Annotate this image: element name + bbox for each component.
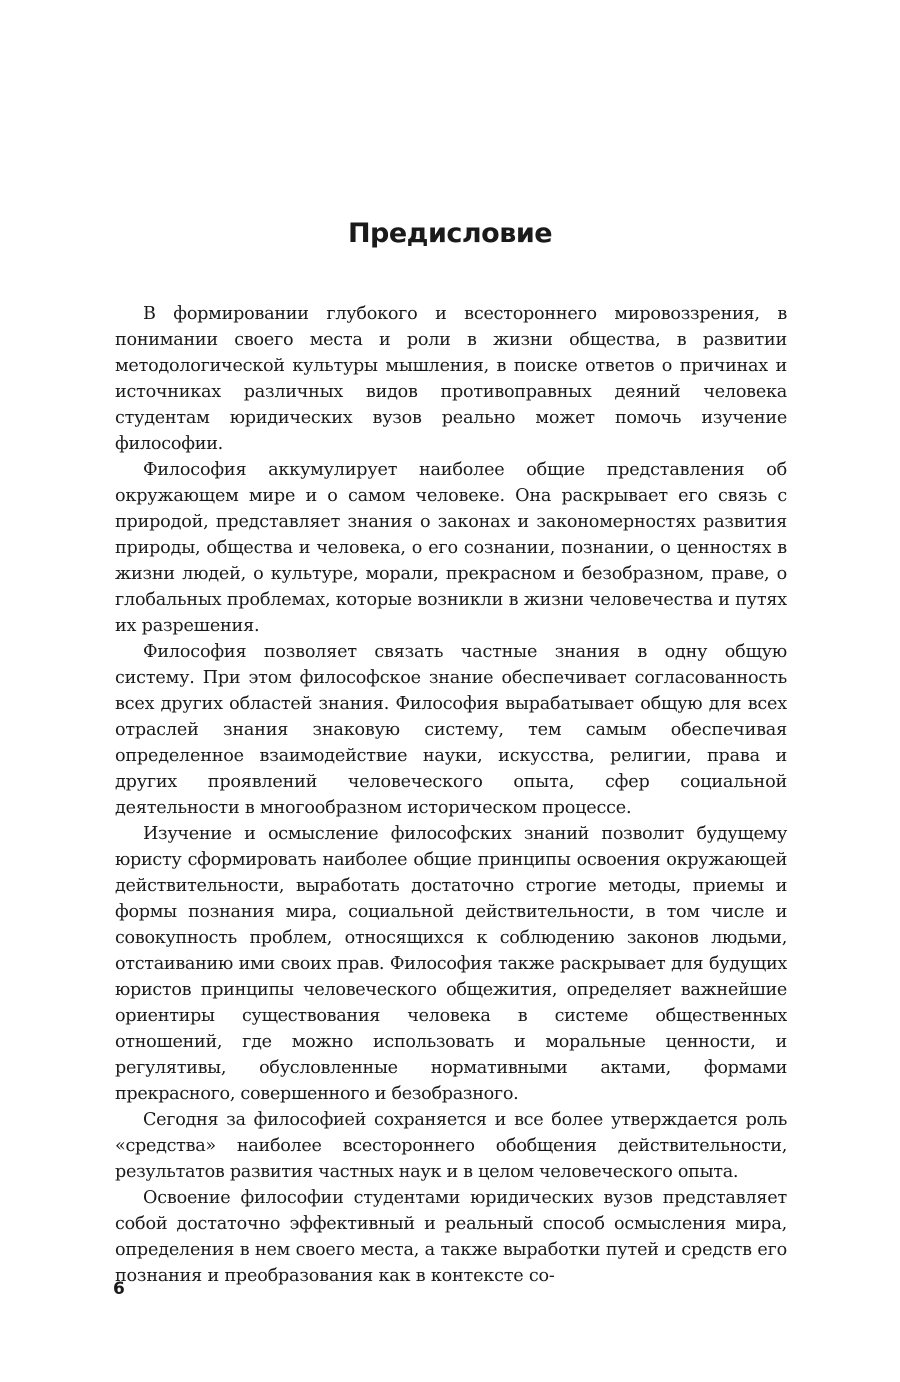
page-number: 6 [113, 1279, 125, 1299]
page-title: Предисловие [347, 218, 553, 249]
paragraph: Освоение философии студентами юридических вузов представляет собой достаточно эффективный и реальный способ осмысления мира, определения в нем своего места, а также выработки путей и средств его познания и преобразования как в контексте со- [115, 1188, 787, 1286]
paragraph: В формировании глубокого и всестороннего мировоззрения, в понимании своего места и роли в жизни общества, в развитии методологической культуры мышления, в поиске ответов о причинах и источниках различных видов противоправных деяний человека студентам юридических вузов реально может помочь изучение философии. [115, 304, 787, 454]
paragraph: Изучение и осмысление философских знаний позволит будущему юристу сформировать наиболее общие принципы освоения окружающей действительности, выработать достаточно строгие методы, приемы и формы познания мира, социальной действительности, в том числе и совокупность проблем, относящихся к соблюдению законов людьми, отстаиванию ими своих прав. Философия также раскрывает для будущих юристов принципы человеческого общежития, определяет важнейшие ориентиры существования человека в системе общественных отношений, где можно использовать и моральные ценности, и регулятивы, обусловленные нормативными актами, формами прекрасного, совершенного и безобразного. [115, 824, 787, 1104]
paragraph: Сегодня за философией сохраняется и все более утверждается роль «средства» наиболее всестороннего обобщения действительности, результатов развития частных наук и в целом человеческого опыта. [115, 1110, 787, 1182]
body-text [115, 301, 787, 1289]
paragraph: Философия аккумулирует наиболее общие представления об окружающем мире и о самом человеке. Она раскрывает его связь с природой, представляет знания о законах и закономерностях развития природы, общества и человека, о его сознании, познании, о ценностях в жизни людей, о культуре, морали, прекрасном и безобразном, праве, о глобальных проблемах, которые возникли в жизни человечества и путях их разрешения. [115, 460, 787, 636]
paragraph: Философия позволяет связать частные знания в одну общую систему. При этом философское знание обеспечивает согласованность всех других областей знания. Философия вырабатывает общую для всех отраслей знания знаковую систему, тем самым обеспечивая определенное взаимодействие науки, искусства, религии, права и других проявлений человеческого опыта, сфер социальной деятельности в многообразном историческом процессе. [115, 642, 787, 818]
